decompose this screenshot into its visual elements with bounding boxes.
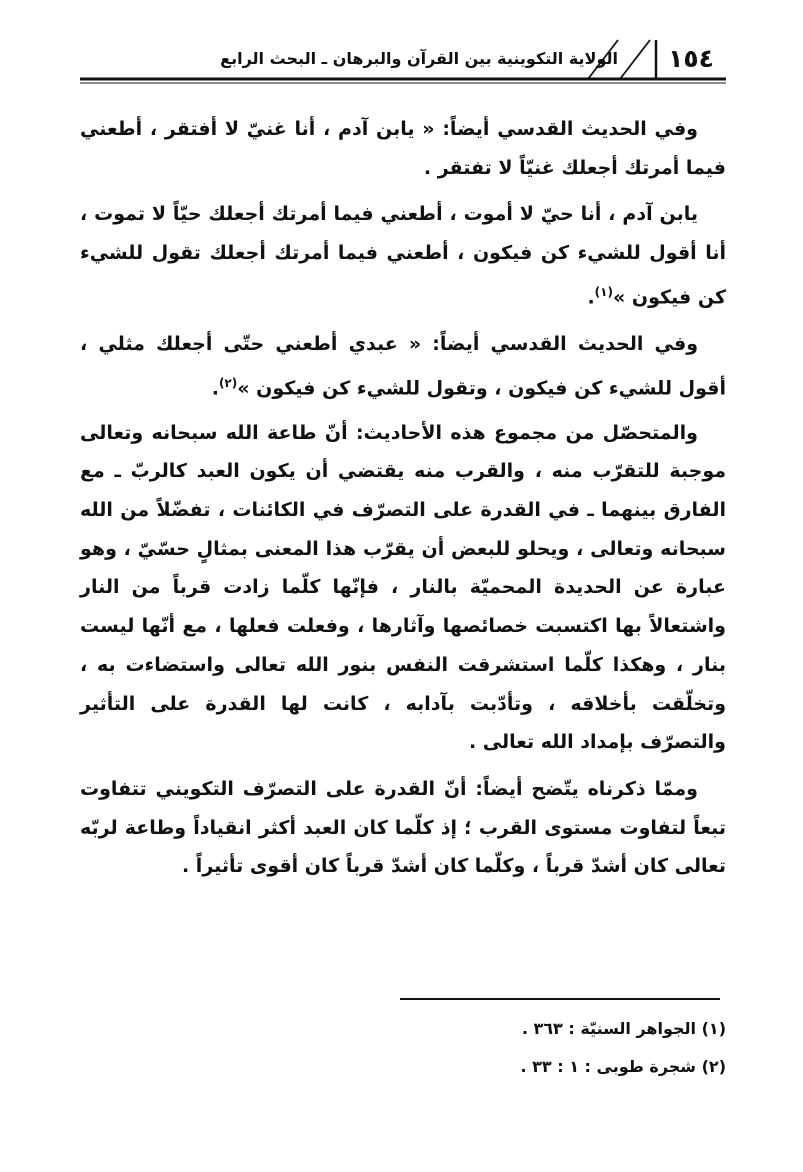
footnote-ref-1: (١) [594,284,613,299]
paragraph-3 [80,325,726,408]
main-text [80,110,726,894]
paragraph-2-end: . [587,286,595,309]
paragraph-5: وممّا ذكرناه يتّضح أيضاً: أنّ القدرة على التصرّف التكويني تتفاوت تبعاً لتفاوت مستوى القرب ؛ إذ كلّما كان العبد أكثر انقياداً وطاعة لربّه تعالى كان أشدّ قرباً ، وكلّما كان أشدّ قرباً كان أقوى تأثيراً . [80,777,726,878]
footnote-2: (٢) شجرة طوبى : ١ : ٣٣ . [520,1057,726,1076]
paragraph-3-text: وفي الحديث القدسي أيضاً: « عبدي أطعني حتّى أجعلك مثلي ، أقول للشيء كن فيكون ، وتقول للشيء كن فيكون » [80,332,726,399]
footnotes [80,1018,726,1094]
footnote-ref-2: (٢) [218,375,238,390]
paragraph-3-end: . [211,376,219,399]
footnote-1: (١) الجواهر السنيّة : ٣٦٣ . [521,1019,726,1038]
page-number: ١٥٤ [668,43,714,73]
paragraph-2 [80,195,726,316]
running-header [80,38,726,88]
header-title: الولاية التكوينية بين القرآن والبرهان ـ البحث الرابع [220,49,618,68]
footnote-divider [400,998,720,1000]
paragraph-1: وفي الحديث القدسي أيضاً: « يابن آدم ، أنا غنيّ لا أفتقر ، أطعني فيما أمرتك أجعلك غنيّاً لا تفتقر . [80,118,726,179]
paragraph-4: والمتحصّل من مجموع هذه الأحاديث: أنّ طاعة الله سبحانه وتعالى موجبة للتقرّب منه ، والقرب منه يقتضي أن يكون العبد كالربّ ـ مع الفارق بينهما ـ في القدرة على التصرّف في الكائنات ، تفضّلاً من الله سبحانه وتعالى ، ويحلو للبعض أن يقرّب هذا المعنى بمثالٍ حسّيّ ، وهو عبارة عن الحديدة المحميّة بالنار ، فإنّها كلّما زادت قرباً من النار واشتعالاً بها اكتسبت خصائصها وآثارها ، وفعلت فعلها ، مع أنّها ليست بنار ، وهكذا كلّما استشرقت النفس بنور الله تعالى واستضاءت به ، وتخلّقت بأخلاقه ، وتأدّبت بآدابه ، كانت لها القدرة على التأثير والتصرّف بإمداد الله تعالى . [80,421,726,754]
paragraph-2-text: يابن آدم ، أنا حيّ لا أموت ، أطعني فيما أمرتك أجعلك حيّاً لا تموت ، أنا أقول للشيء كن فيكون ، أطعني فيما أمرتك أجعلك تقول للشيء كن فيكون » [80,203,726,309]
